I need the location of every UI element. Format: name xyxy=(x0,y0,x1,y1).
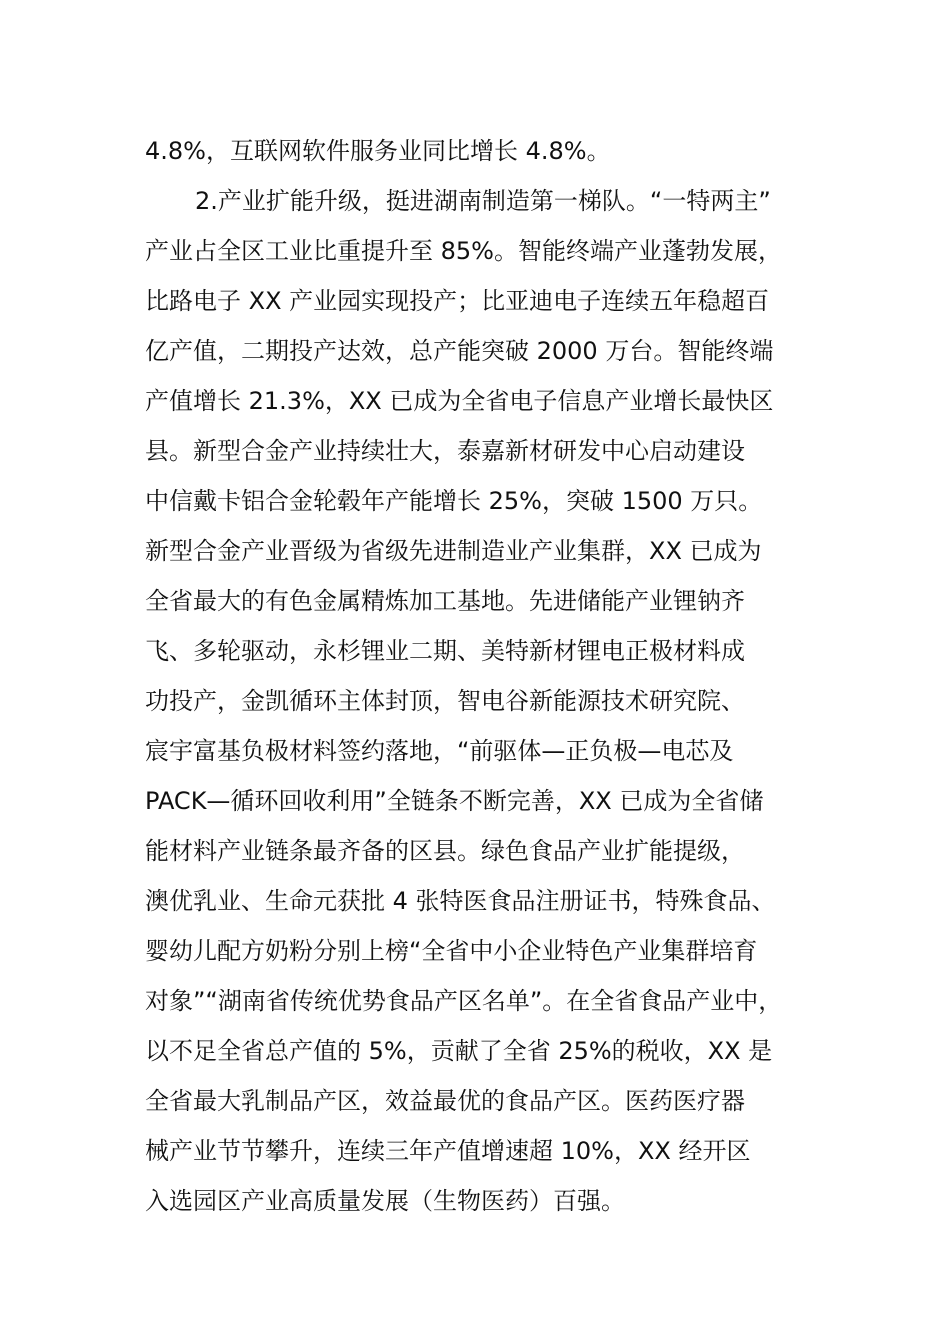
text-line: 对象”“湖南省传统优势食品产区名单”。在全省食品产业中， xyxy=(145,987,783,1015)
text-line: 全省最大乳制品产区，效益最优的食品产区。医药医疗器 xyxy=(145,1087,745,1115)
text-line: 飞、多轮驱动，永杉锂业二期、美特新材锂电正极材料成 xyxy=(145,637,745,665)
text-line: 宸宇富基负极材料签约落地，“前驱体—正负极—电芯及 xyxy=(145,737,734,765)
text-line: 能材料产业链条最齐备的区县。绿色食品产业扩能提级， xyxy=(145,837,745,865)
text-line: PACK—循环回收利用”全链条不断完善，XX 已成为全省储 xyxy=(145,787,764,815)
body-text xyxy=(145,126,835,1226)
text-line: 县。新型合金产业持续壮大，泰嘉新材研发中心启动建设 xyxy=(145,437,745,465)
text-line: 新型合金产业晋级为省级先进制造业产业集群，XX 已成为 xyxy=(145,537,762,565)
text-line: 婴幼儿配方奶粉分别上榜“全省中小企业特色产业集群培育 xyxy=(145,937,758,965)
paragraph-start-line: 2.产业扩能升级，挺进湖南制造第一梯队。“一特两主” xyxy=(195,187,771,215)
text-line: 比路电子 XX 产业园实现投产；比亚迪电子连续五年稳超百 xyxy=(145,287,770,315)
text-line: 产业占全区工业比重提升至 85%。智能终端产业蓬勃发展， xyxy=(145,237,782,265)
text-line: 澳优乳业、生命元获批 4 张特医食品注册证书，特殊食品、 xyxy=(145,887,776,915)
text-line: 4.8%，互联网软件服务业同比增长 4.8%。 xyxy=(145,137,611,165)
text-line: 亿产值，二期投产达效，总产能突破 2000 万台。智能终端 xyxy=(145,337,774,365)
text-line: 入选园区产业高质量发展（生物医药）百强。 xyxy=(145,1187,625,1215)
text-line: 中信戴卡铝合金轮毂年产能增长 25%，突破 1500 万只。 xyxy=(145,487,763,515)
text-line: 械产业节节攀升，连续三年产值增速超 10%，XX 经开区 xyxy=(145,1137,751,1165)
text-line: 产值增长 21.3%，XX 已成为全省电子信息产业增长最快区 xyxy=(145,387,774,415)
text-line: 功投产，金凯循环主体封顶，智电谷新能源技术研究院、 xyxy=(145,687,745,715)
text-line: 全省最大的有色金属精炼加工基地。先进储能产业锂钠齐 xyxy=(145,587,745,615)
text-line: 以不足全省总产值的 5%，贡献了全省 25%的税收，XX 是 xyxy=(145,1037,773,1065)
